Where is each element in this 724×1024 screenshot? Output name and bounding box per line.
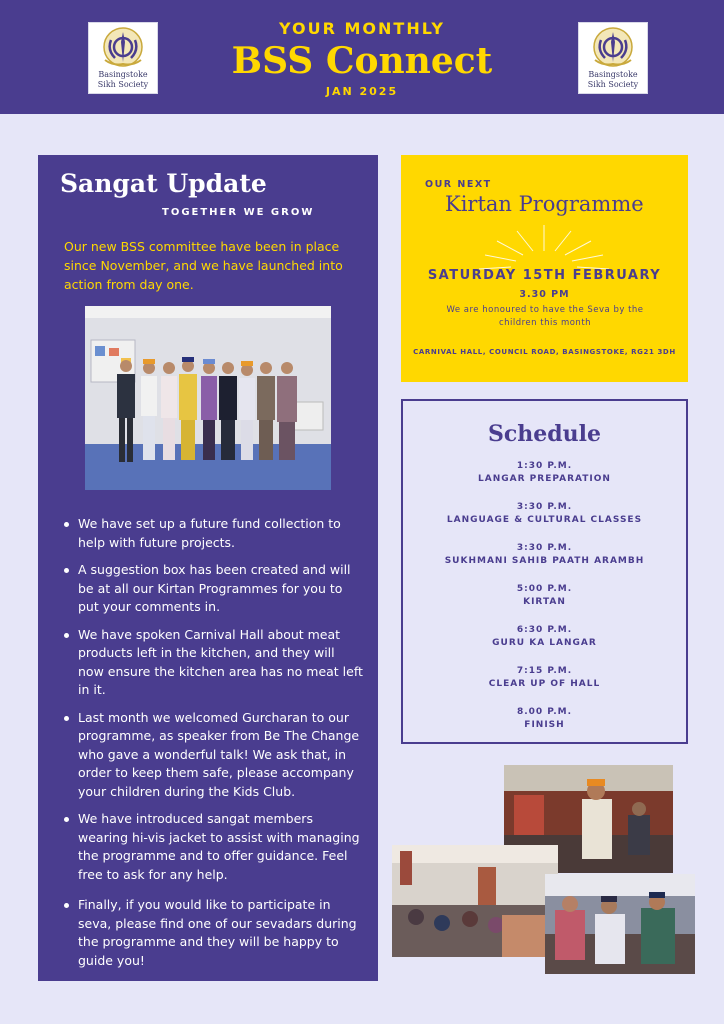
header-banner <box>0 0 724 114</box>
kirtan-note: We are honoured to have the Seva by the children this month <box>446 305 644 328</box>
update-bullet-list <box>64 515 364 979</box>
logo-text-line1: Basingstoke <box>98 70 148 79</box>
sangat-update-panel <box>38 155 378 981</box>
schedule-time: 3:30 P.M. <box>516 543 573 553</box>
kirtan-programme-card <box>401 155 688 382</box>
kirtan-date: SATURDAY 15TH FEBRUARY <box>427 268 662 283</box>
schedule-event: GURU KA LANGAR <box>492 638 597 648</box>
langar-photo-hall <box>392 845 558 957</box>
update-bullet: A suggestion box has been created and will be at all our Kirtan Programmes for you to put your comments in. <box>64 561 364 617</box>
logo-text-line1: Basingstoke <box>588 70 638 79</box>
update-bullet: We have introduced sangat members wearing hi-vis jacket to assist with managing the programme and to offer guidance. Feel free to ask for any help. <box>64 810 364 884</box>
kirtan-time: 3.30 PM <box>519 289 570 300</box>
update-bullet: Finally, if you would like to participate in seva, please find one of our sevadars during the programme and they will be happy to guide you! <box>64 896 364 970</box>
khanda-emblem-icon <box>589 26 637 70</box>
schedule-event: LANGUAGE & CULTURAL CLASSES <box>446 515 643 525</box>
schedule-item <box>403 460 686 501</box>
update-bullet: Last month we welcomed Gurcharan to our programme, as speaker from Be The Change who gave a wonderful talk! We ask that, in order to keep them safe, please accompany your children during the Kids Club. <box>64 709 364 802</box>
sangat-update-subtitle: TOGETHER WE GROW <box>162 207 315 218</box>
schedule-title: Schedule <box>487 421 601 447</box>
schedule-time: 7:15 P.M. <box>516 666 573 676</box>
schedule-item <box>403 665 686 706</box>
schedule-time: 3:30 P.M. <box>516 502 573 512</box>
schedule-event: KIRTAN <box>523 597 566 607</box>
schedule-item <box>403 706 686 747</box>
schedule-list <box>403 460 686 747</box>
update-bullet: We have set up a future fund collection to help with future projects. <box>64 515 364 552</box>
schedule-item <box>403 501 686 542</box>
logo-text-line2: Sikh Society <box>587 80 639 89</box>
sangat-update-intro: Our new BSS committee have been in place since November, and we have launched into action from day one. <box>64 239 343 292</box>
newsletter-title: BSS Connect <box>231 40 493 82</box>
society-logo-right <box>578 22 648 94</box>
kirtan-title: Kirtan Programme <box>445 192 644 216</box>
newsletter-date: JAN 2025 <box>325 85 399 98</box>
schedule-event: LANGAR PREPARATION <box>478 474 611 484</box>
schedule-time: 5:00 P.M. <box>516 584 573 594</box>
schedule-time: 1:30 P.M. <box>516 461 573 471</box>
update-bullet: We have spoken Carnival Hall about meat products left in the kitchen, and they will now ensure the kitchen area has no meat left in it. <box>64 626 364 700</box>
sangat-update-title: Sangat Update <box>60 169 267 198</box>
committee-group-photo <box>85 306 331 490</box>
schedule-panel <box>401 399 688 744</box>
logo-text-line2: Sikh Society <box>97 80 149 89</box>
schedule-item <box>403 542 686 583</box>
schedule-item <box>403 624 686 665</box>
schedule-event: FINISH <box>524 720 565 730</box>
langar-photo-serving <box>545 874 695 974</box>
schedule-time: 8.00 P.M. <box>516 707 573 717</box>
newsletter-kicker: YOUR MONTHLY <box>278 19 445 38</box>
schedule-item <box>403 583 686 624</box>
kirtan-kicker: OUR NEXT <box>425 179 492 190</box>
schedule-time: 6:30 P.M. <box>516 625 573 635</box>
schedule-event: CLEAR UP OF HALL <box>488 679 601 689</box>
schedule-event: SUKHMANI SAHIB PAATH ARAMBH <box>444 556 645 566</box>
kirtan-venue: CARNIVAL HALL, COUNCIL ROAD, BASINGSTOKE, RG21 3DH <box>413 348 676 356</box>
